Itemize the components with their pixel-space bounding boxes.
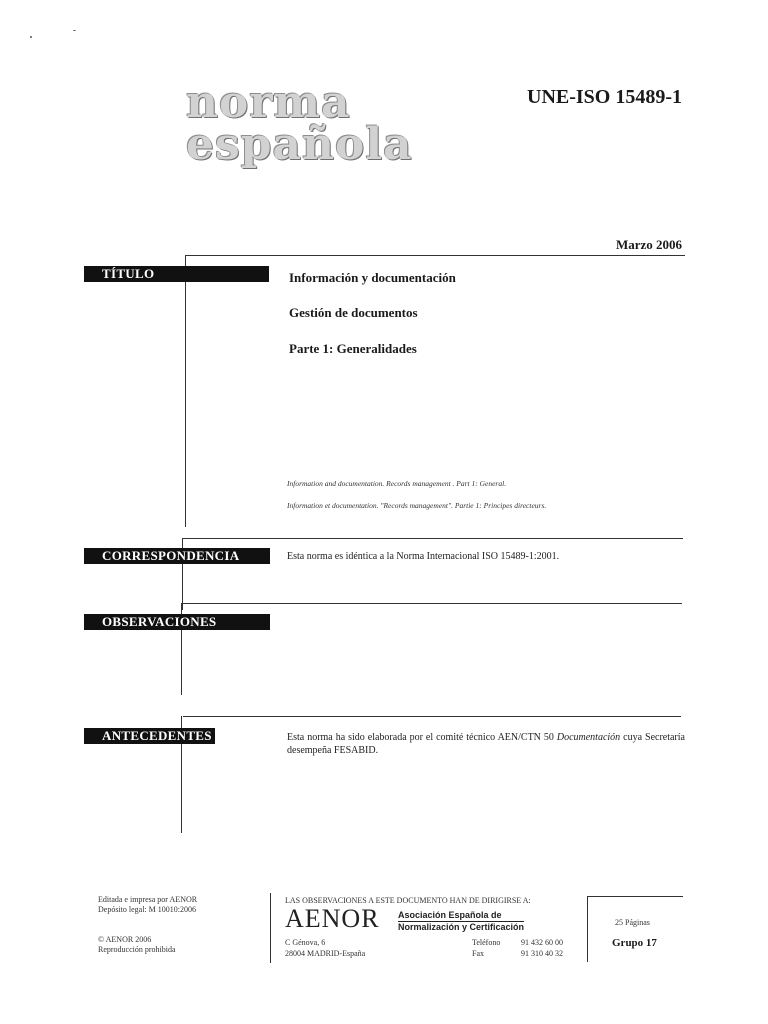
antecedentes-text-part2: cuya Secretaría desempeña FESABID. (287, 732, 685, 756)
footer-phone-label: Teléfono (472, 938, 501, 947)
scan-speck (73, 30, 76, 31)
title-line-2: Gestión de documentos (289, 305, 418, 320)
observaciones-top-rule (183, 603, 682, 604)
correspondencia-text: Esta norma es idéntica a la Norma Internacional ISO 15489-1:2001. (287, 551, 560, 562)
aenor-org-name (398, 910, 524, 933)
footer-fax-label: Fax (472, 949, 484, 958)
footer-fax: 91 310 40 32 (521, 949, 563, 958)
page-count: 25 Páginas (615, 918, 650, 927)
standard-code: UNE-ISO 15489-1 (527, 86, 683, 108)
section-label-titulo: TÍTULO (84, 266, 269, 282)
title-translation-fr: Information et documentation. "Records management". Partie 1: Principes directeurs. (287, 501, 547, 510)
footer-publisher: Editada e impresa por AENOR (98, 895, 198, 904)
footer-divider (270, 893, 271, 963)
antecedentes-committee-name: Documentación (556, 732, 621, 743)
titulo-left-rule (185, 255, 186, 527)
footer-address-1: C Génova, 6 (285, 938, 326, 947)
footer-contact-heading: LAS OBSERVACIONES A ESTE DOCUMENTO HAN DE DIRIGIRSE A: (285, 896, 531, 905)
brand-line-2: española (186, 119, 413, 170)
aenor-org-line-2: Normalización y Certificación (398, 922, 525, 932)
footer-copyright: © AENOR 2006 (98, 935, 152, 944)
aenor-logo: AENOR (285, 904, 380, 933)
section-label-correspondencia: CORRESPONDENCIA (84, 548, 270, 564)
price-group: Grupo 17 (612, 937, 657, 949)
section-label-antecedentes: ANTECEDENTES (84, 728, 215, 744)
antecedentes-text (287, 731, 685, 757)
title-translation-en: Information and documentation. Records management . Part 1: General. (287, 479, 507, 488)
section-label-observaciones: OBSERVACIONES (84, 614, 270, 630)
brand-line-1: norma (186, 77, 351, 128)
footer-info-box (587, 896, 683, 962)
footer-address-2: 28004 MADRID-España (285, 949, 366, 958)
aenor-org-line-1: Asociación Española de (398, 910, 502, 920)
scan-speck (30, 36, 32, 38)
title-line-1: Información y documentación (289, 270, 456, 285)
correspondencia-top-rule (183, 538, 683, 539)
antecedentes-text-part1: Esta norma ha sido elaborada por el comité técnico AEN/CTN 50 (287, 732, 557, 743)
antecedentes-top-rule (183, 716, 681, 717)
brand-title (186, 77, 413, 170)
publication-date: Marzo 2006 (616, 237, 683, 252)
footer-legal-deposit: Depósito legal: M 10010:2006 (98, 905, 196, 914)
titulo-top-rule (186, 255, 685, 256)
title-line-3: Parte 1: Generalidades (289, 341, 417, 356)
footer-phone: 91 432 60 00 (521, 938, 563, 947)
footer-reproduction: Reproducción prohibida (98, 945, 176, 954)
